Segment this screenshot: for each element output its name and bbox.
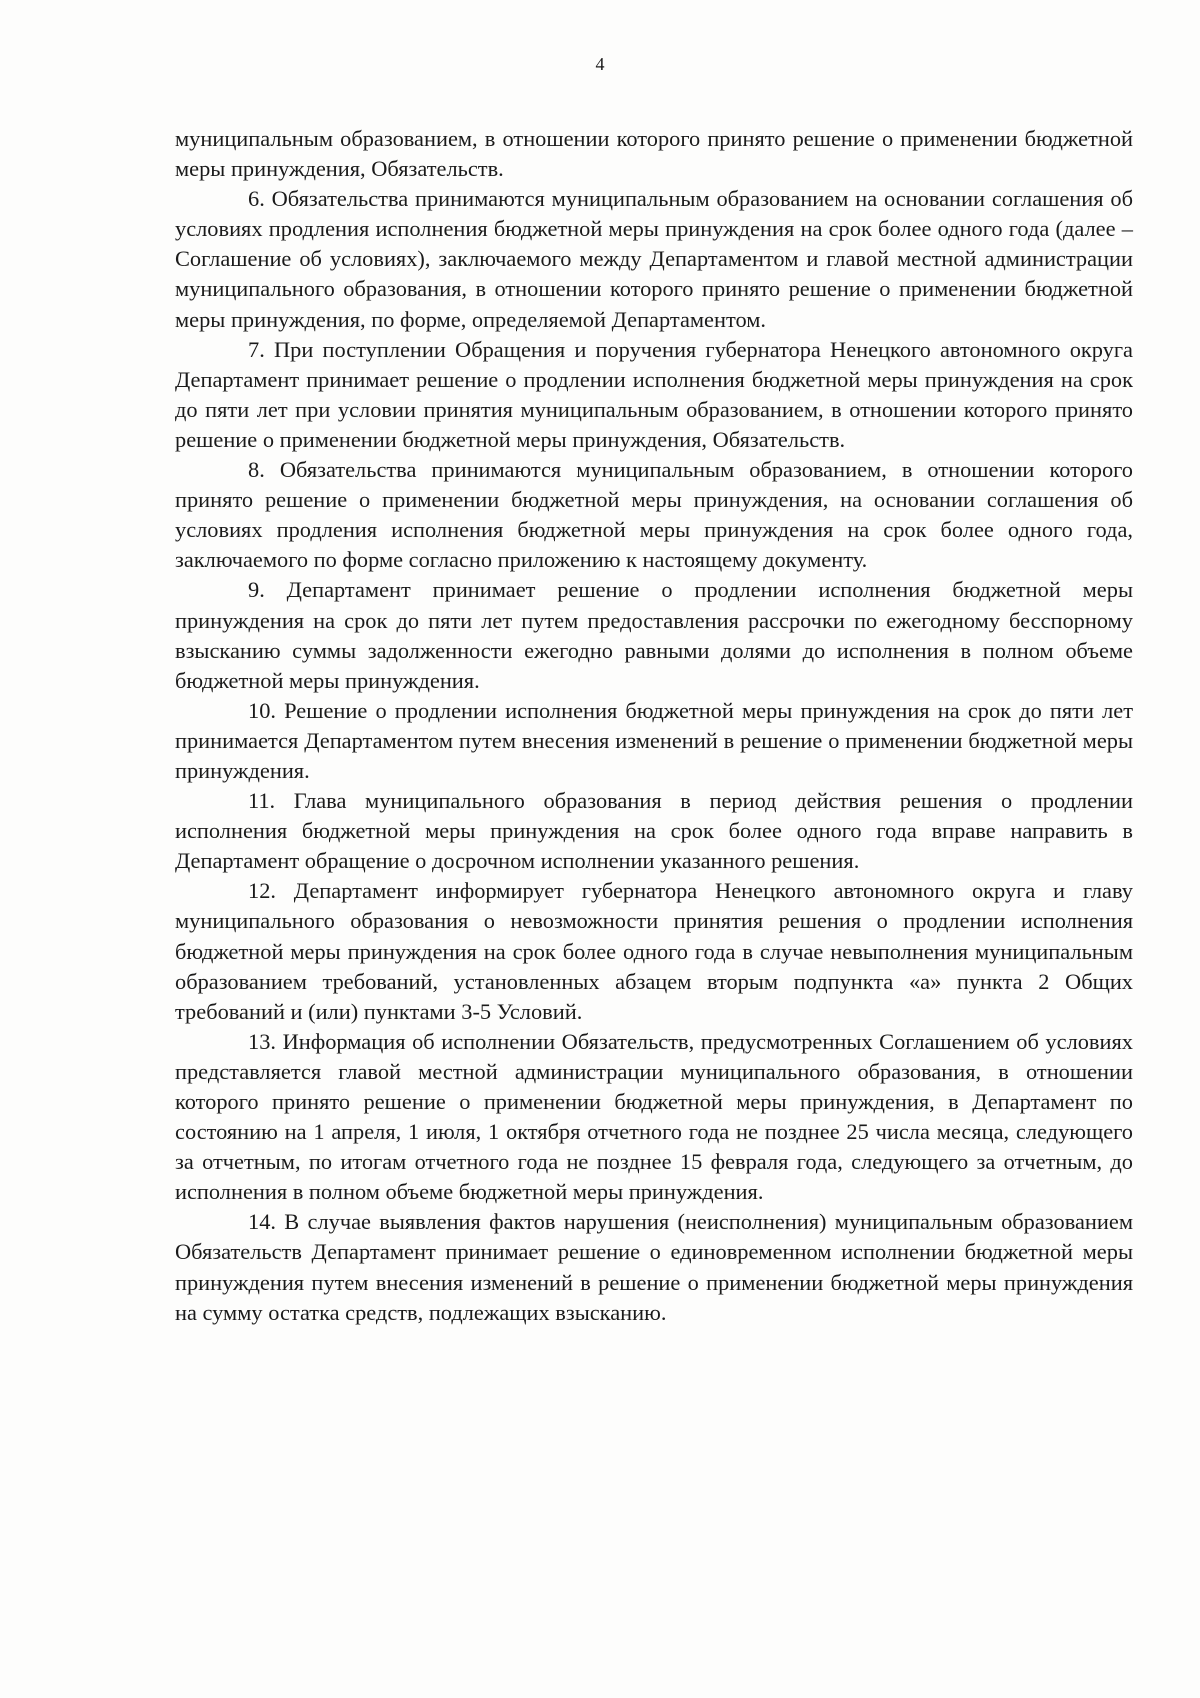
paragraph-7: 7. При поступлении Обращения и поручения губернатора Ненецкого автономного округа Департамент принимает решение о продлении исполнения бюджетной меры принуждения на срок до пяти лет при условии принятия муниципальным образованием, в отношении которого принято решение о применении бюджетной меры принуждения, Обязательств. xyxy=(175,336,1133,452)
paragraph-11: 11. Глава муниципального образования в период действия решения о продлении исполнения бюджетной меры принуждения на срок более одного года вправе направить в Департамент обращение о досрочном исполнении указанного решения. xyxy=(175,788,1133,874)
paragraph-8: 8. Обязательства принимаются муниципальным образованием, в отношении которого принято решение о применении бюджетной меры принуждения, на основании соглашения об условиях продления исполнения бюджетной меры принуждения на срок более одного года, заключаемого по форме согласно приложению к настоящему документу. xyxy=(175,457,1133,573)
document-body xyxy=(175,124,1133,1328)
paragraph-12: 12. Департамент информирует губернатора Ненецкого автономного округа и главу муниципального образования о невозможности принятия решения о продлении исполнения бюджетной меры принуждения на срок более одного года в случае невыполнения муниципальным образованием требований, установленных абзацем вторым подпункта «а» пункта 2 Общих требований и (или) пунктами 3-5 Условий. xyxy=(175,878,1133,1024)
paragraph-14: 14. В случае выявления фактов нарушения (неисполнения) муниципальным образованием Обязательств Департамент принимает решение о единовременном исполнении бюджетной меры принуждения путем внесения изменений в решение о применении бюджетной меры принуждения на сумму остатка средств, подлежащих взысканию. xyxy=(175,1209,1133,1325)
paragraph-13: 13. Информация об исполнении Обязательств, предусмотренных Соглашением об условиях представляется главой местной администрации муниципального образования, в отношении которого принято решение о применении бюджетной меры принуждения, в Департамент по состоянию на 1 апреля, 1 июля, 1 октября отчетного года не позднее 25 числа месяца, следующего за отчетным, по итогам отчетного года не позднее 15 февраля года, следующего за отчетным, до исполнения в полном объеме бюджетной меры принуждения. xyxy=(175,1028,1133,1205)
paragraph-6: 6. Обязательства принимаются муниципальным образованием на основании соглашения об условиях продления исполнения бюджетной меры принуждения на срок более одного года (далее – Соглашение об условиях), заключаемого между Департаментом и главой местной администрации муниципального образования, в отношении которого принято решение о применении бюджетной меры принуждения, по форме, определяемой Департаментом. xyxy=(175,186,1133,332)
paragraph-10: 10. Решение о продлении исполнения бюджетной меры принуждения на срок до пяти лет принимается Департаментом путем внесения изменений в решение о применении бюджетной меры принуждения. xyxy=(175,697,1133,783)
paragraph-9: 9. Департамент принимает решение о продлении исполнения бюджетной меры принуждения на срок до пяти лет путем предоставления рассрочки по ежегодному бесспорному взысканию суммы задолженности ежегодно равными долями до исполнения в полном объеме бюджетной меры принуждения. xyxy=(175,577,1133,693)
page-number: 4 xyxy=(595,54,605,74)
paragraph-continuation: муниципальным образованием, в отношении которого принято решение о применении бюджетной меры принуждения, Обязательств. xyxy=(175,126,1133,182)
